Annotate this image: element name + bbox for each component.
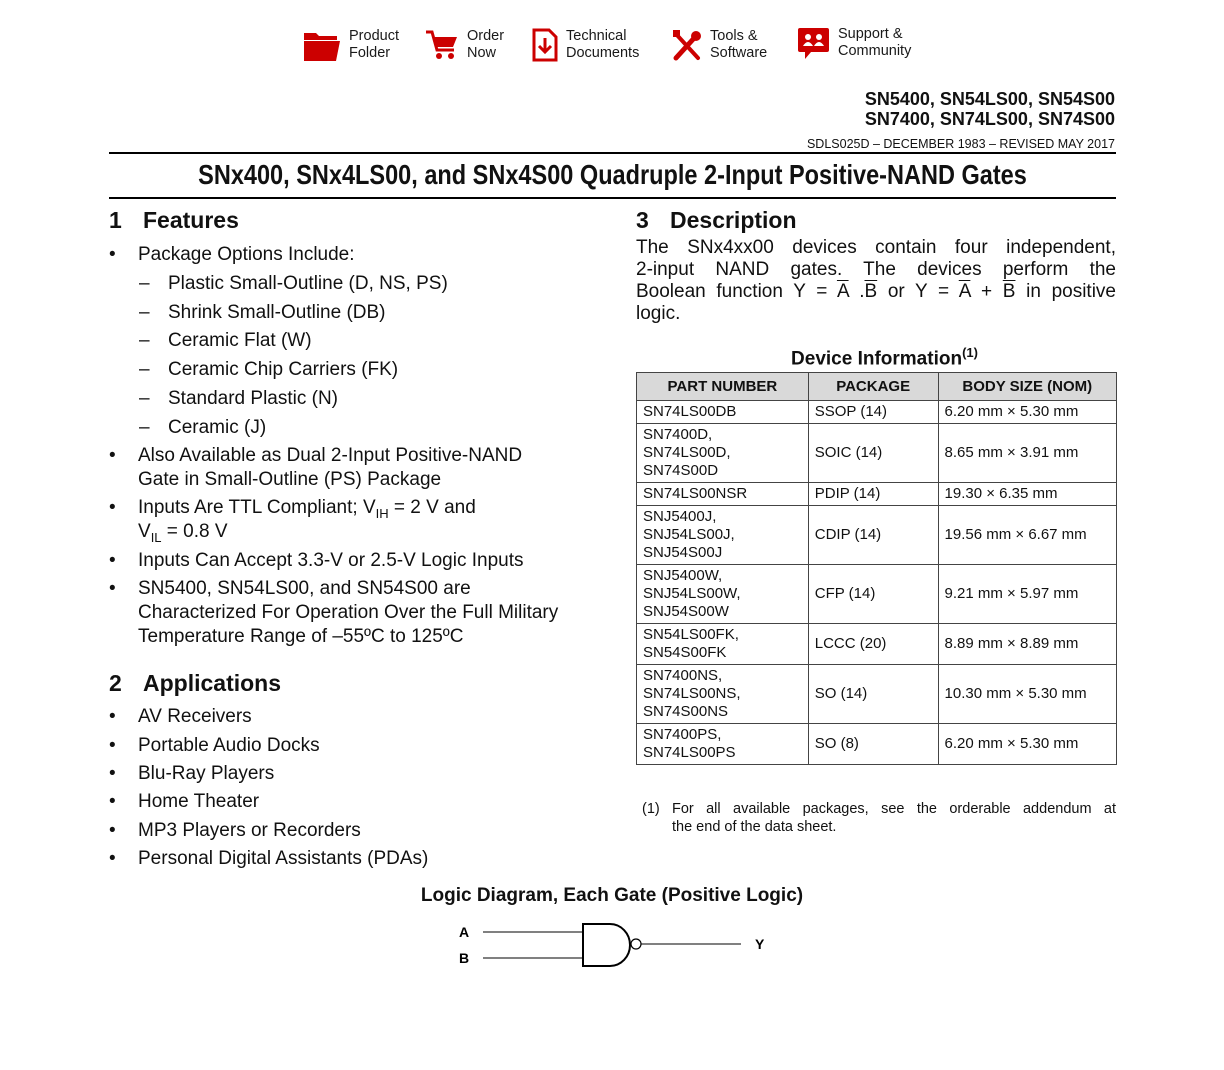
tools-software-link[interactable] [672,28,767,62]
cell-body-size: 10.30 mm × 5.30 mm [938,665,1116,724]
table-row [637,624,1117,665]
bullet-mark: • [109,763,116,784]
feature-text-line1: Also Available as Dual 2-Input Positive-NAND [138,445,523,466]
dash-mark: – [139,417,150,438]
applications-heading-text: Applications [143,670,282,696]
package-text: Ceramic (J) [168,417,267,438]
feature-text: Inputs Can Accept 3.3-V or 2.5-V Logic Inputs [138,550,524,571]
inversion-bubble [631,939,641,949]
technical-label-2: Documents [566,45,640,61]
table-row [637,401,1117,424]
table-row [637,565,1117,624]
order-label-2: Now [467,45,497,61]
device-info-table [636,372,1117,765]
order-now-link[interactable] [425,28,504,62]
table-row [637,665,1117,724]
header-rule [109,152,1116,154]
bullet-mark: • [109,848,116,869]
support-label-1: Support & [838,26,903,42]
table-row [637,724,1117,765]
features-number: 1 [109,207,122,233]
cell-body-size: 6.20 mm × 5.30 mm [938,724,1116,765]
cell-part-number: SNJ5400W, SNJ54LS00W, SNJ54S00W [637,565,809,624]
tools-label-1: Tools & [710,28,758,44]
applications-heading [109,669,281,697]
feature-ttl-line2: $V_{IL} = 0.8$ V [138,521,228,545]
page-title: SNx400, SNx4LS00, and SNx4S00 Quadruple 2-Input Positive-NAND Gates [198,159,1027,190]
technical-label-1: Technical [566,28,627,44]
input-b-label: B [459,950,470,966]
document-number: SDLS025D – DECEMBER 1983 – REVISED MAY 2017 [806,137,1115,151]
table-row [637,424,1117,483]
column-header-package: PACKAGE [808,373,938,401]
product-label-2: Folder [349,45,391,61]
description-number: 3 [636,207,649,233]
application-text: Personal Digital Assistants (PDAs) [138,848,429,869]
dash-mark: – [139,330,150,351]
feature-text-line2: Gate in Small-Outline (PS) Package [138,469,442,490]
cell-package: SO (14) [808,665,938,724]
description-heading-text: Description [670,207,797,233]
cell-part-number: SN74LS00NSR [637,483,809,506]
application-text: Blu-Ray Players [138,763,275,784]
cell-body-size: 9.21 mm × 5.97 mm [938,565,1116,624]
description-heading [636,206,797,234]
cell-part-number: SN7400D, SN74LS00D, SN74S00D [637,424,809,483]
application-text: AV Receivers [138,706,252,727]
bullet-mark: • [109,578,116,599]
column-header-size: BODY SIZE (NOM) [938,373,1116,401]
bullet-mark: • [109,791,116,812]
cell-part-number: SN74LS00DB [637,401,809,424]
package-text: Standard Plastic (N) [168,388,339,409]
technical-documents-link[interactable] [532,28,639,62]
cell-body-size: 8.89 mm × 8.89 mm [938,624,1116,665]
bullet-mark: • [109,550,116,571]
document-download-icon [532,28,558,62]
cell-body-size: 19.56 mm × 6.67 mm [938,506,1116,565]
footnote-line-1: For all available packages, see the orderable addendum at [672,801,1116,817]
footnote-line-2: the end of the data sheet. [672,819,837,835]
applications-number: 2 [109,670,122,696]
feature-text-line2: Characterized For Operation Over the Full Military [138,602,559,623]
cell-package: SSOP (14) [808,401,938,424]
application-text: Portable Audio Docks [138,735,320,756]
cell-body-size: 8.65 mm × 3.91 mm [938,424,1116,483]
package-text: Ceramic Chip Carriers (FK) [168,359,399,380]
column-header-part: PART NUMBER [637,373,809,401]
tools-label-2: Software [710,45,768,61]
cell-part-number: SN54LS00FK, SN54S00FK [637,624,809,665]
product-label-1: Product [349,28,399,44]
description-line-4: logic. [636,303,681,324]
package-text: Ceramic Flat (W) [168,330,312,351]
cell-package: CDIP (14) [808,506,938,565]
features-heading [109,206,239,234]
description-paragraph [636,237,1116,325]
feature-text: Package Options Include: [138,244,355,265]
product-folder-link[interactable] [303,28,399,62]
table-header-row [637,373,1117,401]
feature-text-line3: Temperature Range of –55ºC to 125ºC [138,626,464,647]
device-info-caption: Device Information$^{(1)}$ [791,345,978,370]
cell-part-number: SNJ5400J, SNJ54LS00J, SNJ54S00J [637,506,809,565]
description-line-1: The SNx4xx00 devices contain four independent, [636,237,1116,258]
application-text: Home Theater [138,791,260,812]
logic-diagram-caption: Logic Diagram, Each Gate (Positive Logic) [420,885,804,906]
title-rule [109,197,1116,199]
tools-icon [672,28,702,62]
dash-mark: – [139,359,150,380]
cell-package: CFP (14) [808,565,938,624]
application-text: MP3 Players or Recorders [138,820,361,841]
dash-mark: – [139,388,150,409]
cell-body-size: 6.20 mm × 5.30 mm [938,401,1116,424]
cell-package: SOIC (14) [808,424,938,483]
input-a-label: A [459,924,470,940]
cell-package: SO (8) [808,724,938,765]
cell-part-number: SN7400NS, SN74LS00NS, SN74S00NS [637,665,809,724]
shopping-cart-icon [425,28,459,62]
description-line-3: Boolean function $Y = \overline{A}$ $.\overline{B}$ or $Y = \overline{A} + \overline{B}$ in positive [636,281,1116,302]
folder-icon [303,28,341,62]
cell-package: LCCC (20) [808,624,938,665]
cell-part-number: SN7400PS, SN74LS00PS [637,724,809,765]
table-row [637,506,1117,565]
order-label-1: Order [467,28,505,44]
nand-gate-diagram [450,915,780,975]
support-community-link[interactable] [797,26,911,62]
dash-mark: – [139,273,150,294]
package-text: Shrink Small-Outline (DB) [168,302,386,323]
bullet-mark: • [109,244,116,265]
feature-text-line1: SN5400, SN54LS00, and SN54S00 are [138,578,471,599]
bullet-mark: • [109,706,116,727]
caption-footnote-ref: (1) [962,345,978,360]
package-text: Plastic Small-Outline (D, NS, PS) [168,273,448,294]
description-line-2: 2-input NAND gates. The devices perform the [636,259,1116,280]
community-chat-icon [797,26,830,62]
support-label-2: Community [838,43,912,59]
dash-mark: – [139,302,150,323]
bullet-mark: • [109,820,116,841]
cell-package: PDIP (14) [808,483,938,506]
part-numbers-line-2: SN7400, SN74LS00, SN74S00 [864,109,1115,129]
table-row [637,483,1117,506]
bullet-mark: • [109,735,116,756]
part-numbers-line-1: SN5400, SN54LS00, SN54S00 [864,89,1115,109]
bullet-mark: • [109,445,116,466]
feature-ttl-line1: Inputs Are TTL Compliant; $V_{IH} = 2$ V and [138,497,476,521]
output-y-label: Y [755,936,765,952]
features-heading-text: Features [143,207,239,233]
footnote-number: (1) [642,801,660,817]
cell-body-size: 19.30 × 6.35 mm [938,483,1116,506]
nand-gate-body [583,924,630,966]
bullet-mark: • [109,497,116,518]
